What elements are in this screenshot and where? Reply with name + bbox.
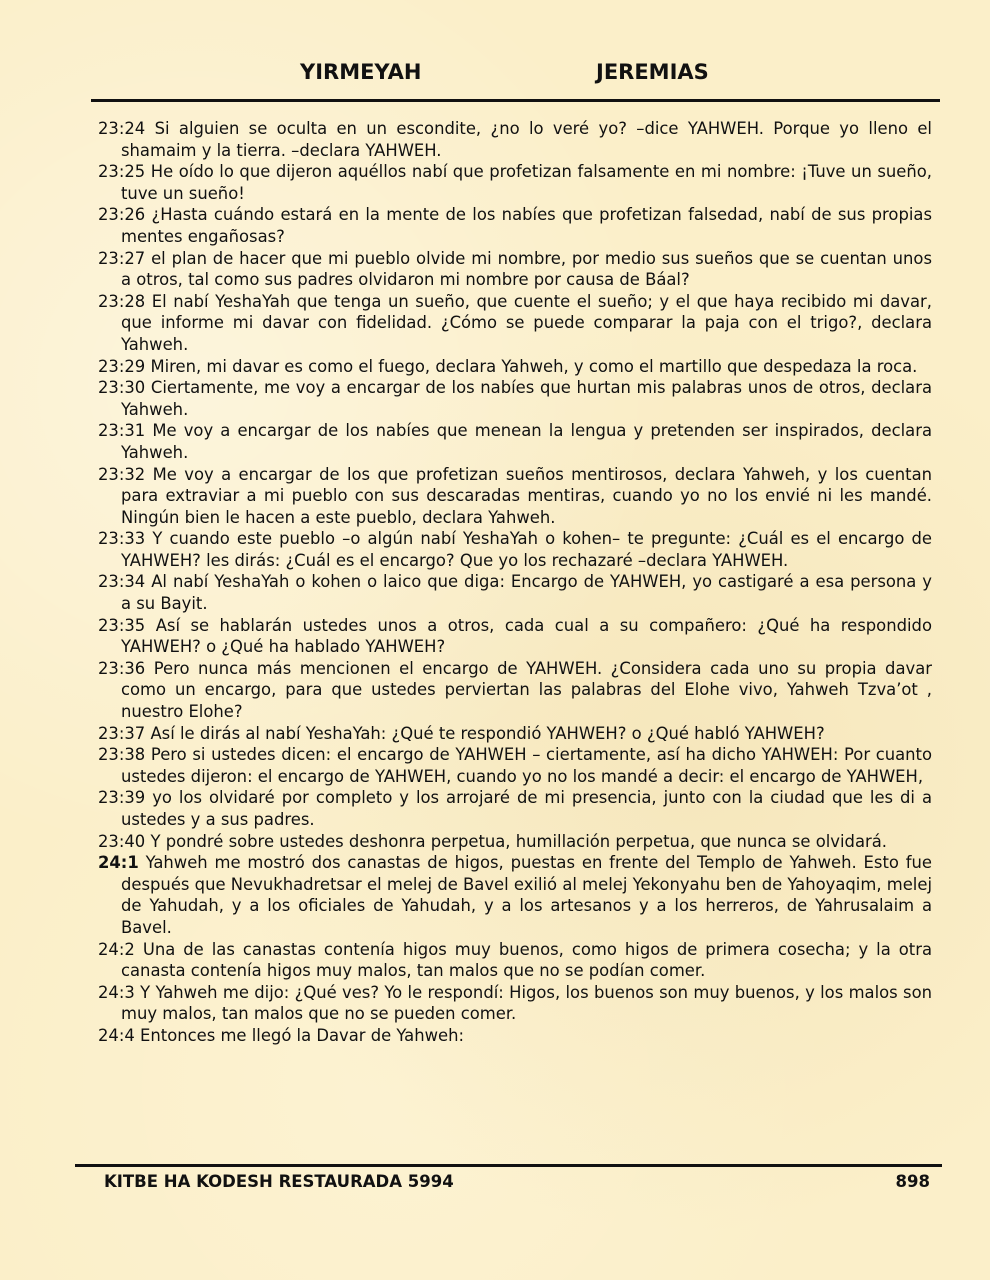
verse-ref: 23:38 — [98, 745, 146, 765]
verse-ref: 23:32 — [98, 464, 146, 484]
verse — [98, 464, 932, 529]
verse-ref: 23:39 — [98, 788, 146, 808]
verse — [98, 787, 932, 830]
book-title-hebrew: YIRMEYAH — [300, 60, 422, 84]
verse — [98, 204, 932, 247]
verse-ref: 23:25 — [98, 162, 146, 182]
verse-ref: 23:26 — [98, 205, 146, 225]
verse — [98, 939, 932, 982]
verse-ref: 23:40 — [98, 831, 146, 851]
verse-ref: 23:34 — [98, 572, 146, 592]
book-title-spanish: JEREMIAS — [596, 60, 709, 84]
verse — [98, 744, 932, 787]
verse — [98, 1025, 932, 1047]
page-header — [0, 58, 990, 92]
verse-text: Una de las canastas contenía higos muy buenos, como higos de primera cosecha; y la otra canasta contenía higos muy malos, tan malos que no se podían comer. — [121, 939, 933, 981]
verse — [98, 982, 932, 1025]
verse-text: Pero si ustedes dicen: el encargo de YAHWEH – ciertamente, así ha dicho YAHWEH: Por cuanto ustedes dijeron: el encargo de YAHWEH, cuando yo no los mandé a decir: el encargo de YAHWEH, — [121, 745, 933, 786]
page-footer — [0, 1170, 990, 1196]
verse-ref: 24:2 — [98, 939, 135, 959]
page-number: 898 — [895, 1172, 930, 1191]
verse — [98, 571, 932, 614]
verse — [98, 615, 932, 658]
verse-ref: 23:30 — [98, 378, 146, 398]
verse-text: Me voy a encargar de los que profetizan sueños mentirosos, declara Yahweh, y los cuentan para extraviar a mi pueblo con sus descaradas mentiras, cuando yo no los envié ni les mandé. Ningún bien le hacen a este pueblo, declara Yahweh. — [121, 464, 932, 527]
verse-text: Y cuando este pueblo –o algún nabí YeshaYah o kohen– te pregunte: ¿Cuál es el encargo de YAHWEH? les dirás: ¿Cuál es el encargo? Que yo los rechazaré –declara YAHWEH. — [121, 529, 932, 570]
verse-list — [98, 118, 932, 1047]
verse — [98, 161, 932, 204]
verse-ref: 23:33 — [98, 529, 146, 549]
footer-rule — [75, 1164, 942, 1167]
verse-text: Y pondré sobre ustedes deshonra perpetua, humillación perpetua, que nunca se olvidará. — [150, 831, 887, 851]
verse-ref: 24:3 — [98, 982, 135, 1002]
verse-text: Miren, mi davar es como el fuego, declara Yahweh, y como el martillo que despedaza la roca. — [150, 356, 918, 376]
verse-text: ¿Hasta cuándo estará en la mente de los nabíes que profetizan falsedad, nabí de sus propias mentes engañosas? — [121, 205, 932, 246]
verse-text: Y Yahweh me dijo: ¿Qué ves? Yo le respondí: Higos, los buenos son muy buenos, y los malos son muy malos, tan malos que no se pueden comer. — [121, 982, 932, 1024]
verse — [98, 723, 932, 745]
verse-ref: 23:29 — [98, 356, 146, 376]
verse-ref: 23:24 — [98, 119, 146, 138]
verse-ref: 23:28 — [98, 291, 146, 311]
verse-text: el plan de hacer que mi pueblo olvide mi nombre, por medio sus sueños que se cuentan unos a otros, tal como sus padres olvidaron mi nombre por causa de Báal? — [121, 248, 932, 290]
verse-text: Así le dirás al nabí YeshaYah: ¿Qué te respondió YAHWEH? o ¿Qué habló YAHWEH? — [150, 723, 825, 743]
verse-text: Pero nunca más mencionen el encargo de YAHWEH. ¿Considera cada uno su propia davar como un encargo, para que ustedes perviertan las palabras del Elohe vivo, Yahweh Tzva’ot , nuestro Elohe? — [121, 658, 932, 722]
verse-text: Al nabí YeshaYah o kohen o laico que diga: Encargo de YAHWEH, yo castigaré a esa persona y a su Bayit. — [121, 572, 932, 614]
verse-text: El nabí YeshaYah que tenga un sueño, que cuente el sueño; y el que haya recibido mi davar, que informe mi davar con fidelidad. ¿Cómo se puede comparar la paja con el trigo?, declara Yahweh. — [121, 291, 932, 354]
footer-title: KITBE HA KODESH RESTAURADA 5994 — [104, 1172, 454, 1191]
verse-ref: 23:37 — [98, 723, 146, 743]
verse — [98, 118, 932, 161]
verse — [98, 420, 932, 463]
verse-text: He oído lo que dijeron aquéllos nabí que profetizan falsamente en mi nombre: ¡Tuve un sueño, tuve un sueño! — [121, 162, 933, 203]
verse-ref: 24:1 — [98, 853, 139, 873]
verse — [98, 658, 932, 723]
verse-text: Entonces me llegó la Davar de Yahweh: — [140, 1025, 465, 1045]
verse-text: Yahweh me mostró dos canastas de higos, puestas en frente del Templo de Yahweh. Esto fue después que Nevukhadretsar el melej de Bavel exilió al melej Yekonyahu ben de Yahoyaqim, melej de Yahudah, y a los oficiales de Yahudah, y a los artesanos y a los herreros, de Yahrusalaim a Bavel. — [121, 853, 932, 937]
verse — [98, 377, 932, 420]
verse — [98, 248, 932, 291]
verse-text: yo los olvidaré por completo y los arrojaré de mi presencia, junto con la ciudad que les di a ustedes y a sus padres. — [121, 788, 932, 829]
verse-text: Me voy a encargar de los nabíes que menean la lengua y pretenden ser inspirados, declara Yahweh. — [121, 421, 932, 462]
verse-ref: 23:35 — [98, 615, 146, 635]
verse-ref: 23:31 — [98, 421, 146, 441]
verse-text: Ciertamente, me voy a encargar de los nabíes que hurtan mis palabras unos de otros, declara Yahweh. — [121, 378, 932, 419]
verse-text: Así se hablarán ustedes unos a otros, cada cual a su compañero: ¿Qué ha respondido YAHWEH? o ¿Qué ha hablado YAHWEH? — [121, 615, 932, 657]
verse — [98, 291, 932, 356]
verse-text: Si alguien se oculta en un escondite, ¿no lo veré yo? –dice YAHWEH. Porque yo lleno el shamaim y la tierra. –declara YAHWEH. — [121, 119, 932, 160]
chapter-start-verse — [98, 852, 932, 938]
verse — [98, 356, 932, 378]
verse-ref: 24:4 — [98, 1025, 135, 1045]
verse-ref: 23:27 — [98, 248, 146, 268]
verse-ref: 23:36 — [98, 658, 146, 678]
verse — [98, 831, 932, 853]
header-rule — [91, 99, 940, 102]
verse — [98, 528, 932, 571]
